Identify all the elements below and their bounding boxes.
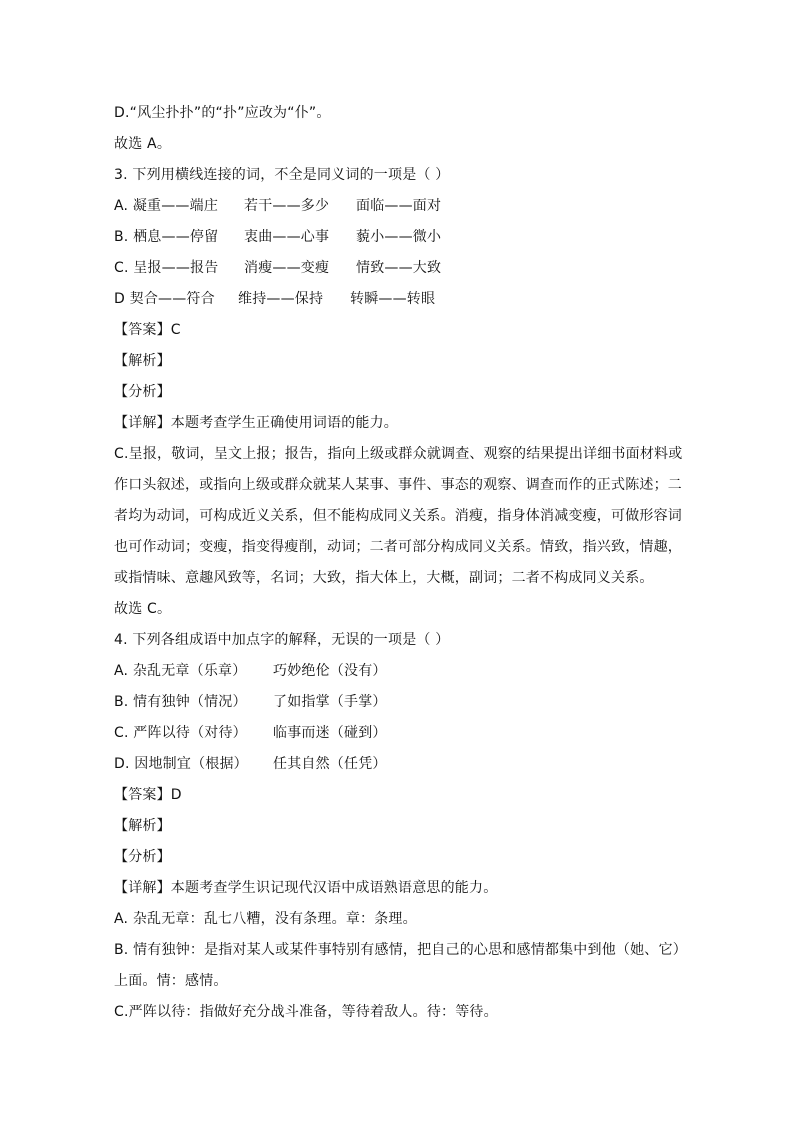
- q4-d-item-1: D. 因地制宜（根据）: [114, 756, 248, 772]
- q3-a-pair-3: 面临——面对: [356, 198, 442, 214]
- q2-choice: 故选 A。: [114, 136, 172, 152]
- q4-stem: 4. 下列各组成语中加点字的解释，无误的一项是（ ）: [114, 632, 450, 648]
- q4-option-d: [114, 754, 387, 774]
- q3-option-c: [114, 258, 441, 278]
- q3-fenxi-heading: 【分析】: [114, 384, 171, 400]
- q4-option-c: [114, 723, 387, 743]
- q4-d-item-2: 任其自然（任凭）: [273, 756, 387, 772]
- q4-answer: 【答案】D: [114, 787, 182, 803]
- q3-c-pair-3: 情致——大致: [356, 260, 442, 276]
- q4-option-b: [114, 692, 387, 712]
- q3-option-b: [114, 227, 441, 247]
- q3-c-pair-1: C. 呈报——报告: [114, 260, 219, 276]
- q4-a-item-2: 巧妙绝伦（没有）: [273, 663, 387, 679]
- q3-b-pair-2: 衷曲——心事: [244, 229, 330, 245]
- q4-detail-b-line-2: 上面。情：感情。: [114, 973, 228, 989]
- q3-a-pair-2: 若干——多少: [244, 198, 330, 214]
- q4-detail-c: C.严阵以待：指做好充分战斗准备，等待着敌人。待：等待。: [114, 1004, 498, 1020]
- q3-stem: 3. 下列用横线连接的词，不全是同义词的一项是（ ）: [114, 167, 450, 183]
- q4-detail-heading: 【详解】本题考查学生识记现代汉语中成语熟语意思的能力。: [114, 880, 498, 896]
- q2-option-d-text: D.“风尘扑扑”的“扑”应改为“仆”。: [114, 105, 331, 121]
- q3-detail-line-1: C.呈报，敬词，呈文上报；报告，指向上级或群众就调查、观察的结果提出详细书面材料或: [114, 446, 683, 462]
- q4-b-item-2: 了如指掌（手掌）: [273, 694, 387, 710]
- q4-option-a: [114, 661, 387, 681]
- q4-c-item-1: C. 严阵以待（对待）: [114, 725, 247, 741]
- q4-fenxi-heading: 【分析】: [114, 849, 171, 865]
- q4-detail-a: A. 杂乱无章：乱七八糟，没有条理。章：条理。: [114, 911, 417, 927]
- q3-d-pair-3: 转瞬——转眼: [350, 291, 436, 307]
- q3-option-a: [114, 196, 441, 216]
- q3-detail-heading: 【详解】本题考查学生正确使用词语的能力。: [114, 415, 398, 431]
- q3-detail-line-3: 者均为动词，可构成近义关系，但不能构成同义关系。消瘦，指身体消减变瘦，可做形容词: [114, 508, 682, 524]
- q3-option-d: [114, 289, 435, 309]
- q3-detail-line-2: 作口头叙述，或指向上级或群众就某人某事、事件、事态的观察、调查而作的正式陈述；二: [114, 477, 682, 493]
- q3-b-pair-1: B. 栖息——停留: [114, 229, 219, 245]
- q3-d-pair-2: 维持——保持: [238, 291, 324, 307]
- q3-analysis-heading: 【解析】: [114, 353, 171, 369]
- q3-detail-line-5: 或指情味、意趣风致等，名词；大致，指大体上，大概，副词；二者不构成同义关系。: [114, 570, 654, 586]
- q3-d-pair-1: D 契合——符合: [114, 291, 215, 307]
- q4-analysis-heading: 【解析】: [114, 818, 171, 834]
- q3-c-pair-2: 消瘦——变瘦: [244, 260, 330, 276]
- q3-b-pair-3: 藐小——微小: [356, 229, 442, 245]
- q4-b-item-1: B. 情有独钟（情况）: [114, 694, 247, 710]
- q3-a-pair-1: A. 凝重——端庄: [114, 198, 219, 214]
- q3-choice: 故选 C。: [114, 601, 172, 617]
- q4-a-item-1: A. 杂乱无章（乐章）: [114, 663, 247, 679]
- q4-c-item-2: 临事而迷（碰到）: [273, 725, 387, 741]
- q3-detail-line-4: 也可作动词；变瘦，指变得瘦削，动词；二者可部分构成同义关系。情致，指兴致，情趣，: [114, 539, 682, 555]
- q3-answer: 【答案】C: [114, 322, 181, 338]
- q4-detail-b-line-1: B. 情有独钟：是指对某人或某件事特别有感情，把自己的心思和感情都集中到他（她、它）: [114, 942, 687, 958]
